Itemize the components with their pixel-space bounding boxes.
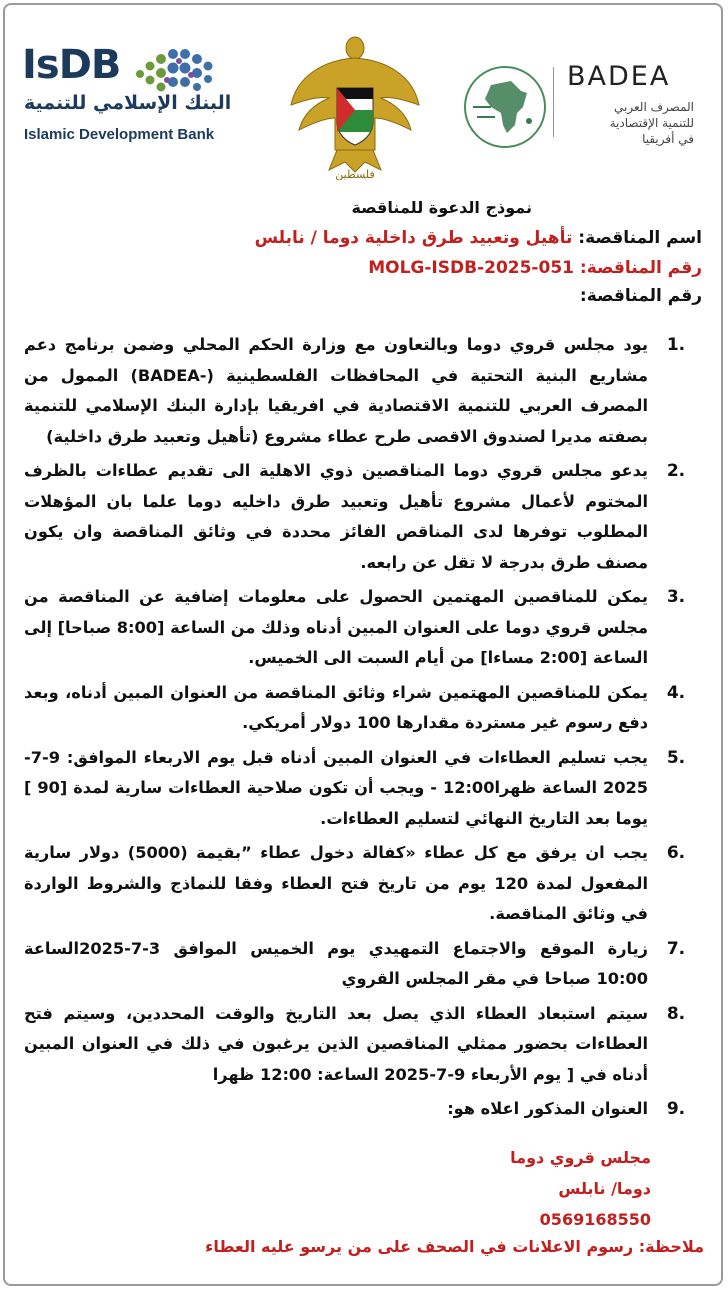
item-number: 5.: [666, 747, 686, 768]
badea-arabic-line: المصرف العربي: [614, 100, 694, 114]
isdb-logo: [22, 42, 237, 152]
item-text: العنوان المذكور اعلاه هو:: [447, 1099, 648, 1118]
badea-arabic-name: [554, 99, 694, 147]
item-text: يمكن للمناقصين المهتمين الحصول على معلومات إضافية عن المناقصة من مجلس قروي دوما على العنوان المبين أدناه وذلك من الساعة [8:00 صباحا] إلى الساعة [2:00 مساءا] من أيام السبت الى الخميس.: [24, 587, 648, 667]
isdb-english-name: Islamic Development Bank: [24, 126, 215, 143]
ad-fees-note: ملاحظة: رسوم الاعلانات في الصحف على من يرسو عليه العطاء: [205, 1237, 704, 1256]
form-title: نموذج الدعوة للمناقصة: [351, 198, 532, 217]
address-council: مجلس قروي دوما: [510, 1148, 651, 1167]
item-number: 9.: [666, 1099, 686, 1119]
tender-number: رقم المناقصة: MOLG-ISDB-2025-051: [368, 258, 702, 278]
isdb-short-name: IsDB: [22, 42, 121, 88]
item-text: يدعو مجلس قروي دوما المناقصين ذوي الاهلية الى تقديم عطاءات بالظرف المختوم لأعمال مشروع تأهيل وتعبيد طرق داخليه دوما علما بان المؤهلات المطلوب توفرها لدى المناقص الفائز محددة في وثائق المناقصة وان يكون مصنف طرق بدرجة لا تقل عن رابعه.: [24, 461, 648, 572]
list-item: [24, 999, 704, 1091]
tender-items-list: [24, 330, 704, 1129]
list-item: [24, 838, 704, 930]
palestine-eagle-emblem-icon: [285, 30, 425, 180]
badea-arabic-line: في أفريقيا: [642, 132, 694, 146]
item-number: 6.: [666, 843, 686, 863]
list-item: [24, 330, 704, 452]
item-number: 2.: [666, 461, 686, 481]
item-text: يمكن للمناقصين المهتمين شراء وثائق المناقصة من العنوان المبين أدناه، وبعد دفع رسوم غير مستردة مقدارها 100 دولار أمريكي.: [24, 682, 648, 732]
badea-short-name: BADEA: [567, 61, 671, 92]
list-item: [24, 934, 704, 995]
item-text: سيتم استبعاد العطاء الذي يصل بعد التاريخ والوقت المحددين، وسيتم فتح العطاءات بحضور ممثلي المناقصين الذين يرغبون في ذلك في العنوان المبين أدناه في [ يوم الأربعاء 9-7-2025 الساعة: 12:00 ظهرا: [24, 1003, 648, 1084]
item-text: يود مجلس قروي دوما وبالتعاون مع وزارة الحكم المحلي وضمن برنامج دعم مشاريع البنية التحتية في المحافظات الفلسطينية (-BADEA) الممول من المصرف العربي للتنمية الاقتصادية في افريقيا بإدارة البنك الإسلامي للتنمية بصفته مديرا لصندوق الاقصى طرح عطاء مشروع (تأهيل وتعبيد طرق داخلية): [24, 335, 648, 446]
item-number: 7.: [666, 938, 686, 959]
item-number: 8.: [666, 1003, 686, 1024]
item-text: يجب ان يرفق مع كل عطاء «كفالة دخول عطاء ”بقيمة (5000) دولار سارية المفعول لمدة 120 يوم من تاريخ فتح العطاء وفقا للنماذج والشروط الواردة في وثائق المناقصة.: [24, 843, 648, 923]
tender-name-value: تأهيل وتعبيد طرق داخلية دوما / نابلس: [254, 228, 573, 248]
item-number: 4.: [666, 682, 686, 703]
address-city: دوما/ نابلس: [558, 1179, 651, 1198]
tender-header: [26, 198, 702, 311]
isdb-globe-icon: [130, 44, 220, 96]
tender-name: [26, 227, 702, 249]
item-text: يجب تسليم العطاءات في العنوان المبين أدناه قبل يوم الاربعاء الموافق: 9-7-2025 الساعة ظهرا12:00 - ويجب أن تكون صلاحية العطاءات سارية لمدة [90 ] يوما بعد التاريخ النهائي لتسليم العطاءات.: [24, 747, 649, 828]
badea-logo: [455, 55, 710, 165]
tender-name-label: اسم المناقصة:: [578, 228, 702, 248]
list-item: [24, 743, 704, 835]
logo-strip: [0, 0, 728, 195]
address-block: [510, 1142, 651, 1235]
item-number: 1.: [666, 335, 686, 355]
item-text: زيارة الموقع والاجتماع التمهيدي يوم الخميس الموافق 3-7-2025الساعة 10:00 صباحا في مقر المجلس القروي: [24, 938, 648, 988]
list-item: [24, 1094, 704, 1125]
item-number: 3.: [666, 587, 686, 607]
badea-africa-icon: [461, 63, 549, 151]
address-phone: 0569168550: [539, 1210, 651, 1229]
badea-arabic-line: للتنمية الإقتصادية: [609, 116, 694, 130]
tender-number-label: رقم المناقصة:: [579, 286, 702, 306]
list-item: [24, 456, 704, 578]
emblem-caption: فلسطين: [335, 168, 375, 180]
list-item: [24, 582, 704, 674]
list-item: [24, 678, 704, 739]
isdb-arabic-name: البنك الإسلامي للتنمية: [24, 92, 232, 114]
